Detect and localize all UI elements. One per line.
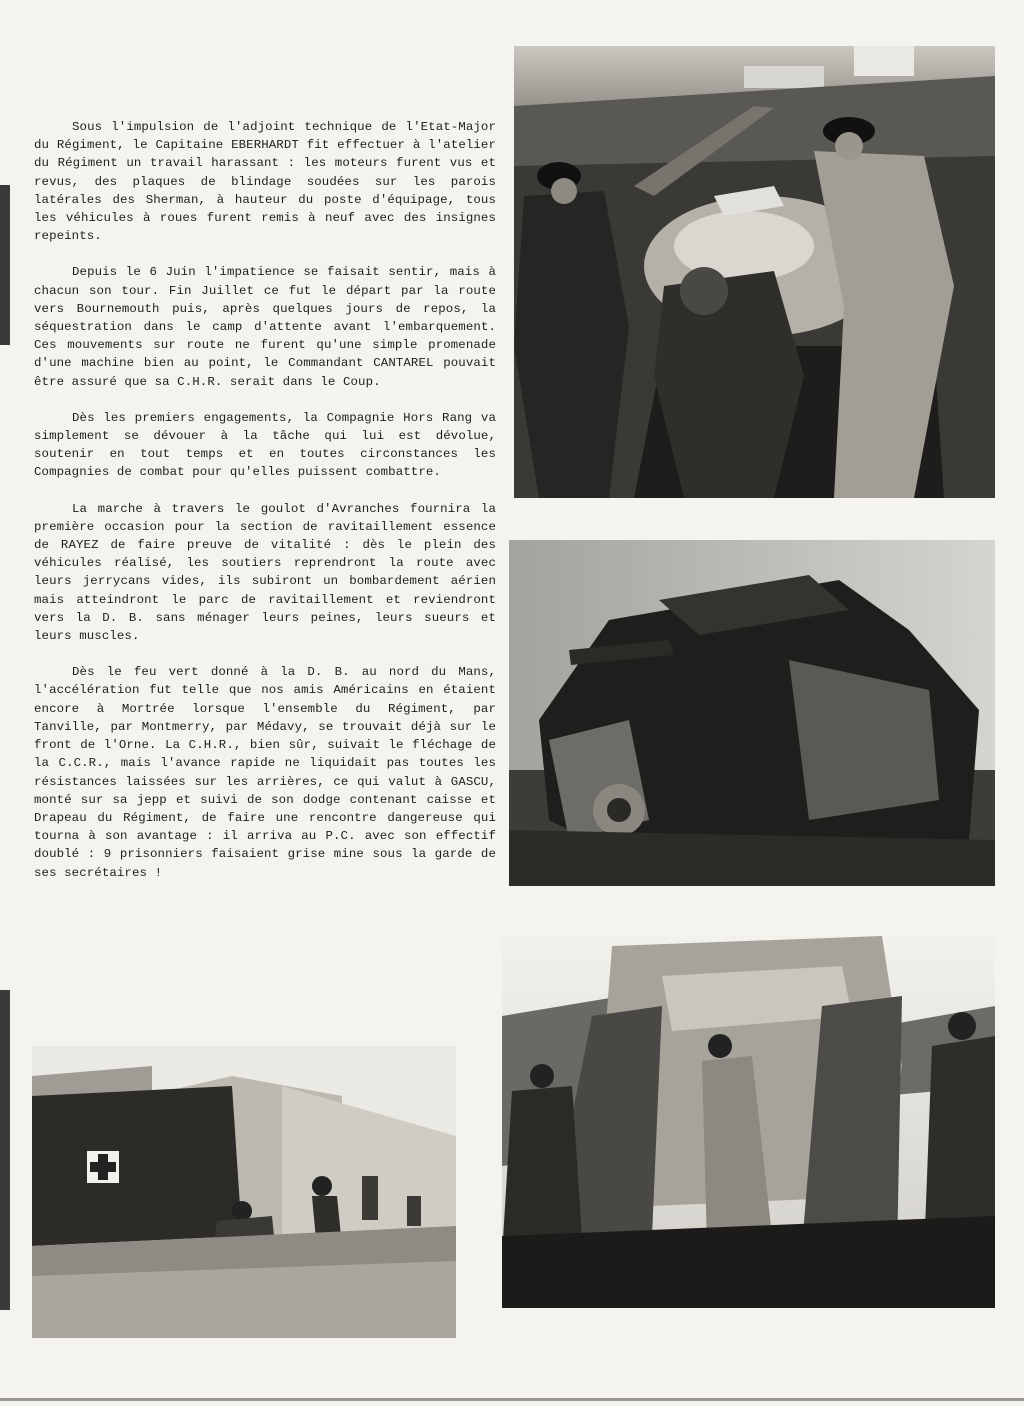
photo-tank-closeup (509, 540, 995, 886)
photo-ambulance-village (32, 1046, 456, 1338)
page-bottom-rule (0, 1398, 1024, 1401)
scan-edge-mark (0, 990, 10, 1310)
photo-soldiers-tank-railway (514, 46, 995, 498)
paragraph: La marche à travers le goulot d'Avranches fournira la première occasion pour la section de ravitaillement essence de RAYEZ de faire preuve de vitalité : dès le plein des véhicules réalisé, les soutiers reprendront la route avec leurs jerrycans vides, ils subiront un bombardement aérien mais atteindront le parc de ravitaillement et reviendront vers la D. B. sans ménager leurs peines, leurs sueurs et leurs muscles. (34, 501, 496, 644)
article-text (34, 118, 496, 900)
photo-tank-crew (502, 936, 995, 1308)
paragraph: Sous l'impulsion de l'adjoint technique de l'Etat-Major du Régiment, le Capitaine EBERHARDT fit effectuer à l'atelier du Régiment un travail harassant : les moteurs furent vus et revus, des plaques de blindage soudées sur les parois latérales des Sherman, à hauteur du poste d'équipage, tous les véhicules à roues furent remis à neuf avec des insignes repeints. (34, 120, 496, 244)
paragraph: Dès les premiers engagements, la Compagnie Hors Rang va simplement se dévouer à la tâche qui lui est dévolue, soutenir en tout temps et en toutes circonstances les Compagnies de combat pour qu'elles puissent combattre. (34, 410, 496, 480)
paragraph: Depuis le 6 Juin l'impatience se faisait sentir, mais à chacun son tour. Fin Juillet ce fut le départ par la route vers Bournemouth puis, après quelques jours de repos, la séquestration dans le camp d'attente avant l'embarquement. Ces mouvements sur route ne furent qu'une simple promenade d'une machine bien au point, le Commandant CANTAREL pouvait être assuré que sa C.H.R. serait dans le Coup. (34, 265, 496, 389)
scan-edge-mark (0, 185, 10, 345)
paragraph: Dès le feu vert donné à la D. B. au nord du Mans, l'accélération fut telle que nos amis Américains en étaient encore à Mortrée lorsque l'ensemble du Régiment, par Tanville, par Montmerry, par Médavy, se trouvait déjà sur le front de l'Orne. La C.H.R., bien sûr, suivait le fléchage de la C.C.R., mais l'avance rapide ne liquidait pas toutes les résistances laissées sur les arrières, ce qui valut à GASCU, monté sur sa jepp et suivi de son dodge contenant caisse et Drapeau du Régiment, de faire une rencontre dangereuse qui tourna à son avantage : il arriva au P.C. avec son effectif doublé : 9 prisonniers faisaient grise mine sous la garde de ses secrétaires ! (34, 665, 496, 880)
